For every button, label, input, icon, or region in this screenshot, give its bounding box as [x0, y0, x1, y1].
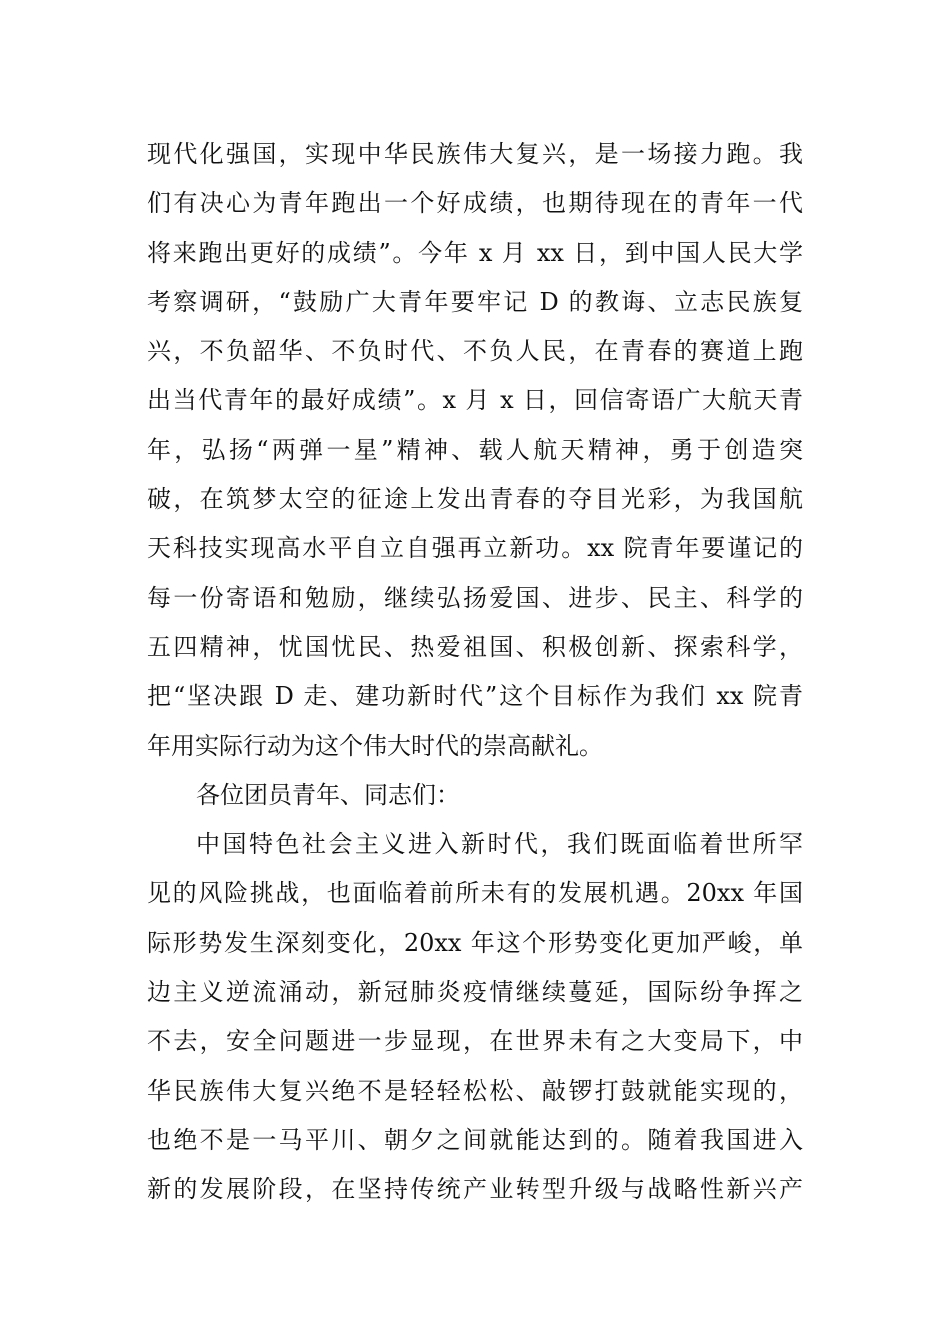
text-line-7: 年，弘扬“两弹一星”精神、载人航天精神，勇于创造突	[147, 435, 803, 464]
text-line-2: 们有决心为青年跑出一个好成绩，也期待现在的青年一代	[147, 189, 803, 218]
text-line-21: 也绝不是一马平川、朝夕之间就能达到的。随着我国进入	[147, 1125, 803, 1154]
text-line-11: 五四精神，忧国忧民、热爱祖国、积极创新、探索科学，	[147, 632, 803, 661]
text-line-3: 将来跑出更好的成绩”。今年 x 月 xx 日，到中国人民大学	[147, 238, 803, 267]
text-line-12: 把“坚决跟 D 走、建功新时代”这个目标作为我们 xx 院青	[147, 682, 803, 711]
text-line-16: 见的风险挑战，也面临着前所未有的发展机遇。20xx 年国	[147, 879, 803, 908]
text-line-19: 不去，安全问题进一步显现，在世界未有之大变局下，中	[147, 1027, 803, 1056]
body-text	[147, 130, 803, 1215]
salutation: 各位团员青年、同志们：	[196, 780, 460, 809]
text-line-20: 华民族伟大复兴绝不是轻轻松松、敲锣打鼓就能实现的，	[147, 1076, 803, 1105]
text-line-1: 现代化强国，实现中华民族伟大复兴，是一场接力跑。我	[147, 140, 803, 168]
text-line-9: 天科技实现高水平自立自强再立新功。xx 院青年要谨记的	[147, 534, 803, 563]
text-line-8: 破，在筑梦太空的征途上发出青春的夺目光彩，为我国航	[147, 485, 803, 514]
text-line-4: 考察调研，“鼓励广大青年要牢记 D 的教诲、立志民族复	[147, 287, 803, 316]
text-line-6: 出当代青年的最好成绩”。x 月 x 日，回信寄语广大航天青	[147, 386, 803, 415]
paragraph-end-line: 年用实际行动为这个伟大时代的崇高献礼。	[147, 731, 603, 760]
text-line-18: 边主义逆流涌动，新冠肺炎疫情继续蔓延，国际纷争挥之	[147, 978, 803, 1007]
text-line-10: 每一份寄语和勉励，继续弘扬爱国、进步、民主、科学的	[147, 583, 803, 612]
paragraph-start-line: 中国特色社会主义进入新时代，我们既面临着世所罕	[196, 830, 803, 859]
text-line-22: 新的发展阶段，在坚持传统产业转型升级与战略性新兴产	[147, 1175, 803, 1204]
text-line-17: 际形势发生深刻变化，20xx 年这个形势变化更加严峻，单	[147, 928, 803, 957]
text-line-5: 兴，不负韶华、不负时代、不负人民，在青春的赛道上跑	[147, 337, 803, 366]
